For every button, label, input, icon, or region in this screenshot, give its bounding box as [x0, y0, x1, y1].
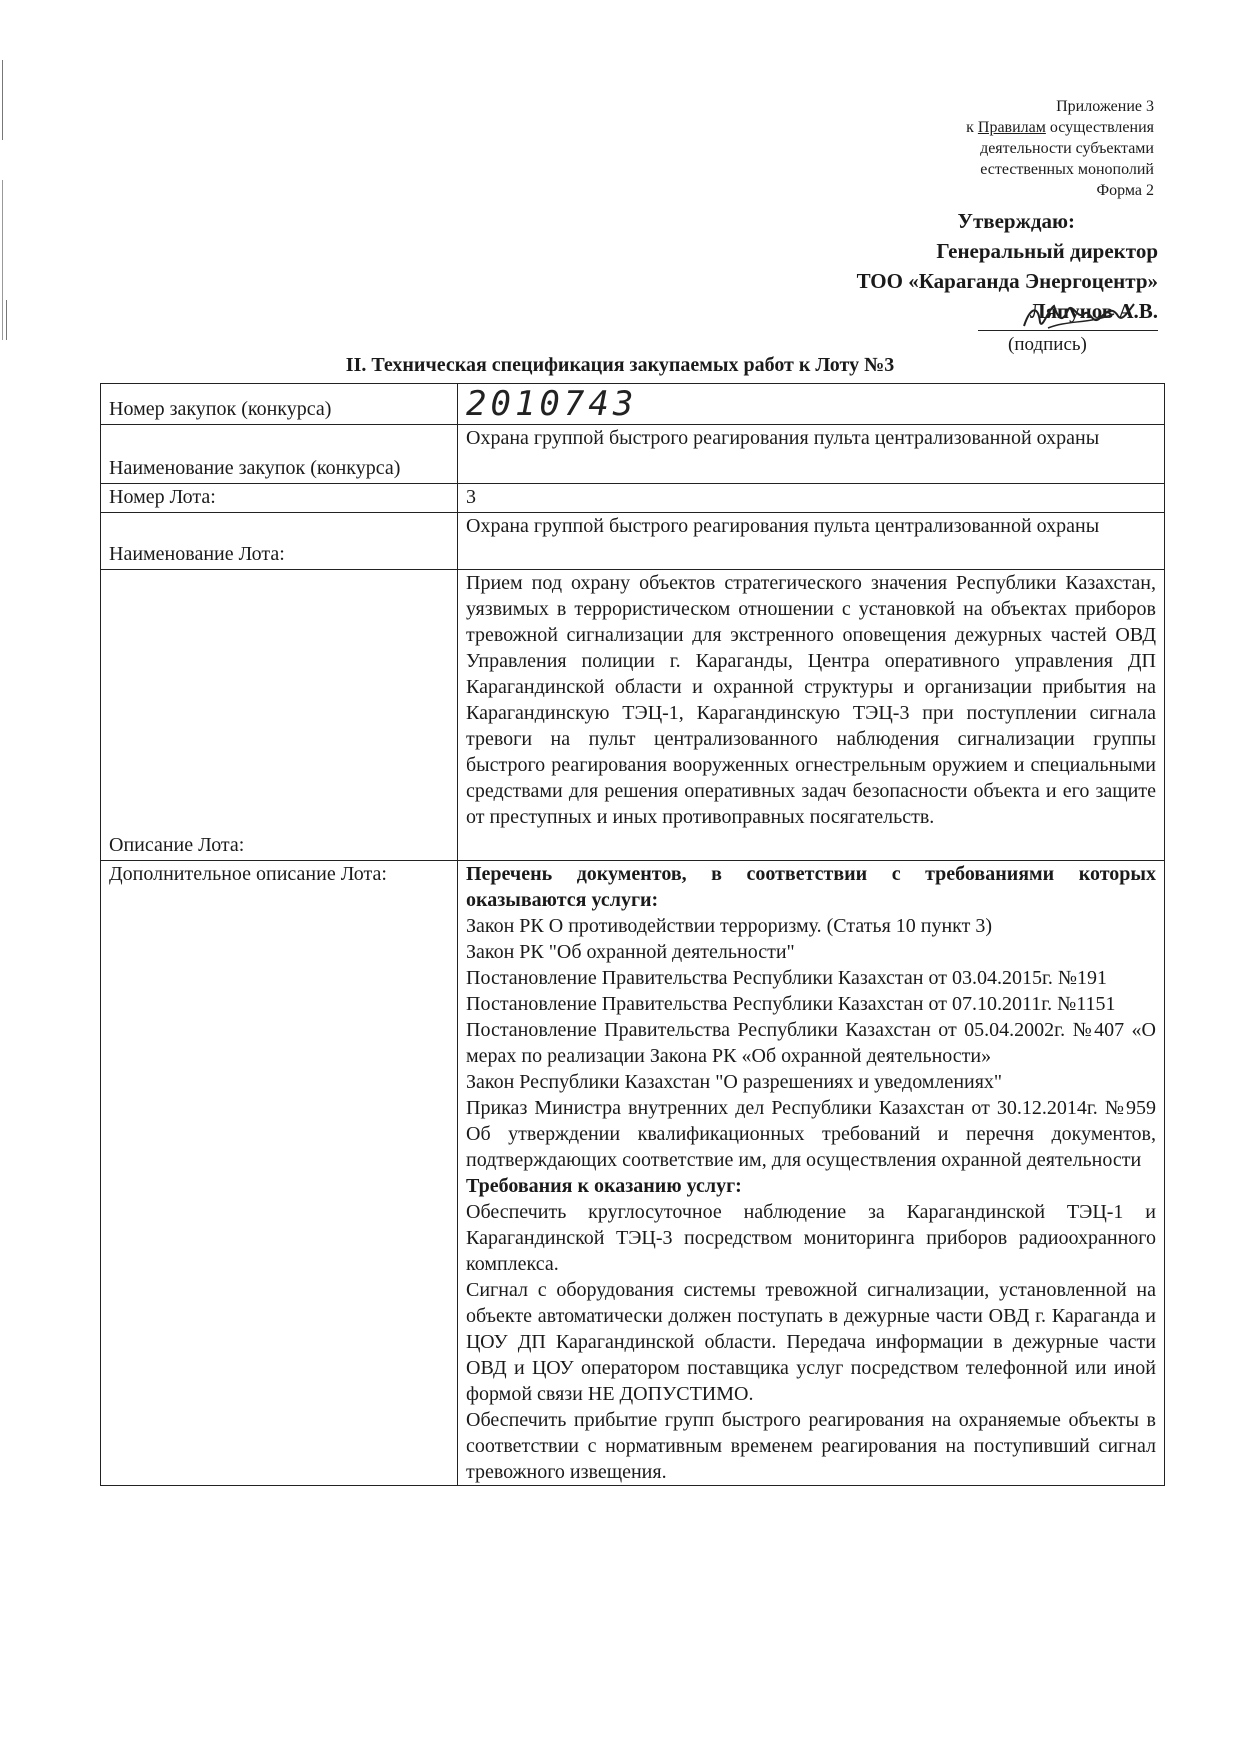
page-title: II. Техническая спецификация закупаемых работ к Лоту №3: [345, 354, 895, 376]
appendix-prefix: к: [966, 119, 978, 136]
value-lot-description: Прием под охрану объектов стратегического значения Республики Казахстан, уязвимых в террористическом отношении с установкой на объектах приборов тревожной сигнализации для экстренного оповещения дежурных частей ОВД Управления полиции г. Караганды, Центра оперативного управления ДП Карагандинской области и охранной структуры и организации прибытия на Карагандинскую ТЭЦ-1, Карагандинскую ТЭЦ-3 при поступлении сигнала тревоги на пульт централизованного наблюдения сигнализации группы быстрого реагирования вооруженных огнестрельным оружием и специальными средствами для решения оперативных задач безопасности объекта и его защите от преступных и иных противоправных посягательств.: [458, 570, 1165, 861]
docs-heading: Перечень документов, в соответствии с требованиями которых оказываются услуги:: [466, 863, 1156, 911]
label-lot-name: Наименование Лота:: [101, 513, 458, 570]
table-row: [101, 484, 1165, 513]
appendix-line: деятельности субъектами: [980, 140, 1154, 157]
label-lot-number: Номер Лота:: [101, 484, 458, 513]
signature-line: [978, 330, 1158, 331]
label-purchase-name: Наименование закупок (конкурса): [101, 425, 458, 484]
value-lot-number: 3: [458, 484, 1165, 513]
appendix-suffix: осуществления: [1045, 119, 1154, 136]
table-row: [101, 425, 1165, 484]
value-additional-description: [458, 861, 1165, 1486]
table-row: [101, 513, 1165, 570]
label-purchase-number: Номер закупок (конкурса): [101, 384, 458, 425]
approval-company: ТОО «Караганда Энергоцентр»: [856, 269, 1158, 293]
rules-link: Правилам: [977, 119, 1046, 136]
doc-item: Закон Республики Казахстан "О разрешениях и уведомлениях": [466, 1071, 1003, 1093]
table-row: [101, 861, 1165, 1486]
requirement-item: Обеспечить прибытие групп быстрого реагирования на охраняемые объекты в соответствии с нормативным временем реагирования на поступивший сигнал тревожного извещения.: [466, 1409, 1156, 1483]
doc-item: Постановление Правительства Республики Казахстан от 03.04.2015г. №191: [466, 967, 1107, 989]
approval-name: Ляпунов А.В.: [1030, 299, 1158, 323]
value-purchase-name: Охрана группой быстрого реагирования пульта централизованной охраны: [458, 425, 1165, 484]
signature-scribble: [1018, 300, 1138, 334]
doc-item: Приказ Министра внутренних дел Республики Казахстан от 30.12.2014г. №959 Об утверждении квалификационных требований и перечня документов, подтверждающих соответствие им, для осуществления охранной деятельности: [466, 1097, 1156, 1171]
requirements-heading: Требования к оказанию услуг:: [466, 1175, 742, 1197]
approval-heading: Утверждаю:: [957, 209, 1075, 233]
doc-item: Закон РК "Об охранной деятельности": [466, 941, 795, 963]
appendix-line: Приложение 3: [1056, 98, 1154, 115]
doc-item: Постановление Правительства Республики Казахстан от 05.04.2002г. №407 «О мерах по реализации Закона РК «Об охранной деятельности»: [466, 1019, 1156, 1067]
appendix-line: [966, 117, 1154, 138]
scan-artifact: [2, 60, 3, 140]
table-row: [101, 384, 1165, 425]
requirement-item: Сигнал с оборудования системы тревожной сигнализации, установленной на объекте автоматически должен поступать в дежурные части ОВД г. Караганда и ЦОУ ДП Карагандинской области. Передача информации в дежурные части ОВД и ЦОУ оператором поставщика услуг посредством телефонной или иной формой связи НЕ ДОПУСТИМО.: [466, 1279, 1156, 1405]
doc-item: Постановление Правительства Республики Казахстан от 07.10.2011г. №1151: [466, 993, 1116, 1015]
scan-artifact: [6, 300, 7, 340]
label-lot-description: Описание Лота:: [101, 570, 458, 861]
requirement-item: Обеспечить круглосуточное наблюдение за Карагандинской ТЭЦ-1 и Карагандинской ТЭЦ-3 посредством мониторинга приборов радиоохранного комплекса.: [466, 1201, 1156, 1275]
specification-table: [100, 383, 1165, 1486]
approval-position: Генеральный директор: [936, 239, 1158, 263]
appendix-block: [966, 96, 1154, 201]
signature-caption: (подпись): [1008, 334, 1087, 355]
value-purchase-number: 2010743: [458, 384, 1165, 425]
value-lot-name: Охрана группой быстрого реагирования пульта централизованной охраны: [458, 513, 1165, 570]
appendix-form: Форма 2: [1096, 182, 1154, 199]
table-row: [101, 570, 1165, 861]
label-additional-description: Дополнительное описание Лота:: [101, 861, 458, 1486]
signature-area: [978, 300, 1158, 360]
scan-artifact: [2, 180, 3, 340]
doc-item: Закон РК О противодействии терроризму. (Статья 10 пункт 3): [466, 915, 993, 937]
appendix-line: естественных монополий: [980, 161, 1154, 178]
